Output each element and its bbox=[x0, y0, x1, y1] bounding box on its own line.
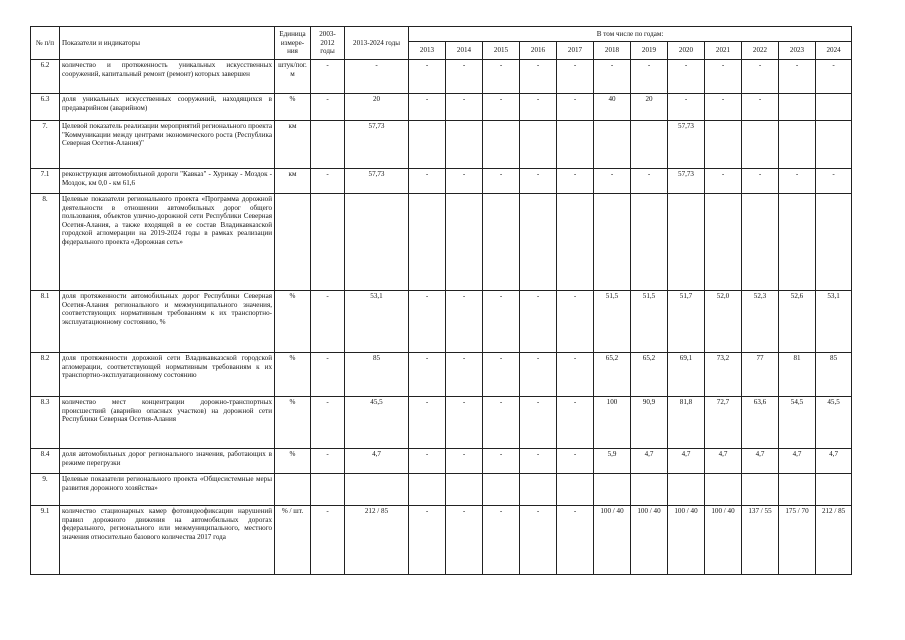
period-2013-2024-value: 20 bbox=[345, 94, 409, 121]
year-value: 57,73 bbox=[668, 169, 705, 194]
year-value: - bbox=[779, 60, 816, 94]
header-year: 2019 bbox=[631, 42, 668, 60]
year-value: 63,6 bbox=[742, 397, 779, 449]
year-value bbox=[557, 194, 594, 291]
header-including-by-years: В том числе по годам: bbox=[409, 27, 852, 42]
year-value: - bbox=[557, 60, 594, 94]
year-value bbox=[816, 121, 852, 169]
period-2003-2012-value: - bbox=[311, 506, 345, 575]
year-value: - bbox=[816, 60, 852, 94]
year-value: - bbox=[483, 94, 520, 121]
row-number: 6.3 bbox=[31, 94, 60, 121]
year-value bbox=[594, 474, 631, 506]
year-value bbox=[520, 121, 557, 169]
year-value: - bbox=[446, 397, 483, 449]
unit-cell bbox=[275, 474, 311, 506]
header-year: 2023 bbox=[779, 42, 816, 60]
year-value bbox=[483, 121, 520, 169]
table-row bbox=[31, 194, 852, 291]
year-value: - bbox=[520, 353, 557, 397]
period-2013-2024-value bbox=[345, 194, 409, 291]
table-row bbox=[31, 474, 852, 506]
year-value: 90,9 bbox=[631, 397, 668, 449]
period-2013-2024-value: 212 / 85 bbox=[345, 506, 409, 575]
row-number: 8.4 bbox=[31, 449, 60, 474]
header-indicator: Показатели и индикаторы bbox=[60, 27, 275, 60]
year-value: 4,7 bbox=[705, 449, 742, 474]
year-value: 81,8 bbox=[668, 397, 705, 449]
year-value: 53,1 bbox=[816, 291, 852, 353]
year-value: 72,7 bbox=[705, 397, 742, 449]
year-value bbox=[742, 474, 779, 506]
year-value bbox=[557, 121, 594, 169]
year-value: - bbox=[668, 60, 705, 94]
period-2013-2024-value: - bbox=[345, 60, 409, 94]
year-value bbox=[520, 194, 557, 291]
year-value: 4,7 bbox=[668, 449, 705, 474]
year-value: - bbox=[446, 353, 483, 397]
year-value: - bbox=[742, 169, 779, 194]
year-value: - bbox=[446, 169, 483, 194]
period-2003-2012-value bbox=[311, 194, 345, 291]
period-2013-2024-value: 57,73 bbox=[345, 121, 409, 169]
year-value: - bbox=[409, 397, 446, 449]
period-2013-2024-value: 57,73 bbox=[345, 169, 409, 194]
year-value bbox=[631, 194, 668, 291]
year-value: 212 / 85 bbox=[816, 506, 852, 575]
period-2003-2012-value: - bbox=[311, 169, 345, 194]
year-value: - bbox=[816, 169, 852, 194]
period-2003-2012-value: - bbox=[311, 291, 345, 353]
year-value: - bbox=[409, 60, 446, 94]
year-value: 65,2 bbox=[594, 353, 631, 397]
year-value: - bbox=[594, 60, 631, 94]
header-year: 2013 bbox=[409, 42, 446, 60]
year-value: 52,6 bbox=[779, 291, 816, 353]
year-value: - bbox=[779, 169, 816, 194]
year-value: - bbox=[446, 449, 483, 474]
year-value: - bbox=[557, 353, 594, 397]
year-value: - bbox=[520, 506, 557, 575]
year-value: - bbox=[446, 94, 483, 121]
row-number: 9.1 bbox=[31, 506, 60, 575]
year-value: 100 / 40 bbox=[705, 506, 742, 575]
year-value: - bbox=[520, 449, 557, 474]
unit-cell: км bbox=[275, 169, 311, 194]
year-value: - bbox=[705, 60, 742, 94]
unit-cell: % bbox=[275, 449, 311, 474]
year-value: 5,9 bbox=[594, 449, 631, 474]
year-value: - bbox=[557, 449, 594, 474]
period-2013-2024-value: 4,7 bbox=[345, 449, 409, 474]
period-2013-2024-value bbox=[345, 474, 409, 506]
year-value: - bbox=[409, 353, 446, 397]
year-value bbox=[446, 474, 483, 506]
year-value bbox=[483, 194, 520, 291]
unit-cell: % bbox=[275, 94, 311, 121]
indicator-text: доля уникальных искусственных сооружений, находящихся в предаварийном (аварийном) bbox=[60, 94, 275, 121]
unit-cell: % / шт. bbox=[275, 506, 311, 575]
year-value: - bbox=[742, 60, 779, 94]
year-value: - bbox=[409, 449, 446, 474]
unit-cell bbox=[275, 194, 311, 291]
year-value: - bbox=[483, 291, 520, 353]
year-value: 100 / 40 bbox=[594, 506, 631, 575]
year-value: 4,7 bbox=[816, 449, 852, 474]
period-2003-2012-value: - bbox=[311, 60, 345, 94]
period-2013-2024-value: 85 bbox=[345, 353, 409, 397]
year-value: - bbox=[631, 60, 668, 94]
year-value bbox=[668, 194, 705, 291]
year-value bbox=[705, 121, 742, 169]
period-2003-2012-value: - bbox=[311, 94, 345, 121]
year-value bbox=[779, 474, 816, 506]
indicator-text: доля протяженности автомобильных дорог Республики Северная Осетия-Алания регионального и межмуниципального значения, соответствующих нормативным требованиям к их транспортно-эксплуатационному состоянию, % bbox=[60, 291, 275, 353]
header-year: 2022 bbox=[742, 42, 779, 60]
year-value: - bbox=[483, 449, 520, 474]
table-row bbox=[31, 397, 852, 449]
header-year: 2017 bbox=[557, 42, 594, 60]
document-sheet bbox=[30, 26, 852, 575]
year-value bbox=[409, 194, 446, 291]
table-row bbox=[31, 449, 852, 474]
year-value: 175 / 70 bbox=[779, 506, 816, 575]
header-period-2013-2024: 2013-2024 годы bbox=[345, 27, 409, 60]
year-value bbox=[446, 121, 483, 169]
year-value bbox=[816, 474, 852, 506]
table-row bbox=[31, 506, 852, 575]
header-num: № п/п bbox=[31, 27, 60, 60]
indicators-table bbox=[30, 26, 852, 575]
table-row bbox=[31, 291, 852, 353]
unit-cell: % bbox=[275, 353, 311, 397]
year-value: 40 bbox=[594, 94, 631, 121]
table-row bbox=[31, 353, 852, 397]
year-value: 100 bbox=[594, 397, 631, 449]
year-value bbox=[520, 474, 557, 506]
year-value: 100 / 40 bbox=[668, 506, 705, 575]
year-value bbox=[631, 121, 668, 169]
unit-cell: % bbox=[275, 397, 311, 449]
table-row bbox=[31, 60, 852, 94]
row-number: 8.3 bbox=[31, 397, 60, 449]
year-value bbox=[779, 121, 816, 169]
year-value: 85 bbox=[816, 353, 852, 397]
row-number: 6.2 bbox=[31, 60, 60, 94]
indicator-text: Целевые показатели регионального проекта «Программа дорожной деятельности в отношении автомобильных дорог общего пользования, объектов улично-дорожной сети Республики Северная Осетия-Алания, а также входящей в ее состав Владикавказской городской агломерации на 2019-2024 годы в рамках реализации федерального проекта «Дорожная сеть» bbox=[60, 194, 275, 291]
year-value: - bbox=[594, 169, 631, 194]
indicator-text: Целевой показатель реализации мероприятий регионального проекта "Коммуникации между центрами экономического роста (Республика Северная Осетия-Алания)" bbox=[60, 121, 275, 169]
header-period-2003-2012: 2003-2012 годы bbox=[311, 27, 345, 60]
header-unit: Единица измере-ния bbox=[275, 27, 311, 60]
indicator-text: Целевые показатели регионального проекта «Общесистемные меры развития дорожного хозяйства» bbox=[60, 474, 275, 506]
period-2003-2012-value: - bbox=[311, 397, 345, 449]
period-2003-2012-value: - bbox=[311, 449, 345, 474]
year-value bbox=[557, 474, 594, 506]
year-value: 77 bbox=[742, 353, 779, 397]
year-value bbox=[409, 121, 446, 169]
year-value: - bbox=[557, 506, 594, 575]
year-value: 137 / 55 bbox=[742, 506, 779, 575]
table-row bbox=[31, 121, 852, 169]
year-value bbox=[594, 121, 631, 169]
year-value: - bbox=[409, 169, 446, 194]
row-number: 8.1 bbox=[31, 291, 60, 353]
indicator-text: количество стационарных камер фотовидеофиксации нарушений правил дорожного движения на автомобильных дорогах федерального, регионального или межмуниципального, местного значения относительно базового количества 2017 года bbox=[60, 506, 275, 575]
unit-cell: штук/пог. м bbox=[275, 60, 311, 94]
year-value bbox=[594, 194, 631, 291]
year-value: 54,5 bbox=[779, 397, 816, 449]
period-2003-2012-value bbox=[311, 474, 345, 506]
unit-cell: км bbox=[275, 121, 311, 169]
year-value bbox=[705, 194, 742, 291]
header-year: 2021 bbox=[705, 42, 742, 60]
year-value: 69,1 bbox=[668, 353, 705, 397]
row-number: 8.2 bbox=[31, 353, 60, 397]
year-value: - bbox=[520, 60, 557, 94]
year-value: 51,5 bbox=[594, 291, 631, 353]
year-value: 81 bbox=[779, 353, 816, 397]
year-value bbox=[705, 474, 742, 506]
year-value: - bbox=[557, 291, 594, 353]
table-row bbox=[31, 94, 852, 121]
year-value: - bbox=[520, 169, 557, 194]
year-value bbox=[742, 121, 779, 169]
year-value: 4,7 bbox=[631, 449, 668, 474]
year-value: 4,7 bbox=[742, 449, 779, 474]
year-value: - bbox=[446, 506, 483, 575]
period-2003-2012-value bbox=[311, 121, 345, 169]
year-value: - bbox=[520, 94, 557, 121]
period-2013-2024-value: 53,1 bbox=[345, 291, 409, 353]
year-value: - bbox=[705, 169, 742, 194]
unit-cell: % bbox=[275, 291, 311, 353]
year-value: - bbox=[557, 94, 594, 121]
year-value: 57,73 bbox=[668, 121, 705, 169]
year-value bbox=[779, 94, 816, 121]
header-year: 2024 bbox=[816, 42, 852, 60]
row-number: 9. bbox=[31, 474, 60, 506]
year-value: - bbox=[446, 291, 483, 353]
header-year: 2016 bbox=[520, 42, 557, 60]
year-value bbox=[816, 94, 852, 121]
year-value: - bbox=[483, 169, 520, 194]
year-value: 52,3 bbox=[742, 291, 779, 353]
row-number: 7. bbox=[31, 121, 60, 169]
year-value: - bbox=[631, 169, 668, 194]
year-value: - bbox=[557, 169, 594, 194]
year-value: 100 / 40 bbox=[631, 506, 668, 575]
indicator-text: реконструкция автомобильной дороги "Кавказ" - Хурикау - Моздок - Моздок, км 0,0 - км 61,6 bbox=[60, 169, 275, 194]
year-value: 45,5 bbox=[816, 397, 852, 449]
year-value: - bbox=[483, 353, 520, 397]
indicator-text: количество и протяженность уникальных искусственных сооружений, капитальный ремонт (ремонт) которых завершен bbox=[60, 60, 275, 94]
table-row bbox=[31, 169, 852, 194]
indicator-text: количество мест концентрации дорожно-транспортных происшествий (аварийно опасных участков) на дорожной сети Республики Северная Осетия-Алания bbox=[60, 397, 275, 449]
year-value: - bbox=[483, 506, 520, 575]
year-value: - bbox=[520, 397, 557, 449]
year-value bbox=[816, 194, 852, 291]
header-year: 2020 bbox=[668, 42, 705, 60]
year-value: 51,5 bbox=[631, 291, 668, 353]
year-value: - bbox=[520, 291, 557, 353]
period-2003-2012-value: - bbox=[311, 353, 345, 397]
header-year: 2014 bbox=[446, 42, 483, 60]
year-value: - bbox=[409, 94, 446, 121]
row-number: 8. bbox=[31, 194, 60, 291]
period-2013-2024-value: 45,5 bbox=[345, 397, 409, 449]
header-year: 2015 bbox=[483, 42, 520, 60]
year-value: 52,0 bbox=[705, 291, 742, 353]
year-value: - bbox=[483, 397, 520, 449]
year-value bbox=[742, 194, 779, 291]
row-number: 7.1 bbox=[31, 169, 60, 194]
year-value bbox=[668, 474, 705, 506]
year-value: - bbox=[705, 94, 742, 121]
year-value bbox=[779, 194, 816, 291]
indicator-text: доля протяженности дорожной сети Владикавказской городской агломерации, соответствующей нормативным требованиям к их транспортно-эксплуатационному состоянию bbox=[60, 353, 275, 397]
year-value bbox=[409, 474, 446, 506]
year-value: 51,7 bbox=[668, 291, 705, 353]
year-value bbox=[483, 474, 520, 506]
indicator-text: доля автомобильных дорог регионального значения, работающих в режиме перегрузки bbox=[60, 449, 275, 474]
year-value: - bbox=[557, 397, 594, 449]
year-value: - bbox=[446, 60, 483, 94]
year-value: 4,7 bbox=[779, 449, 816, 474]
year-value: - bbox=[409, 291, 446, 353]
year-value bbox=[446, 194, 483, 291]
header-year: 2018 bbox=[594, 42, 631, 60]
year-value: - bbox=[483, 60, 520, 94]
year-value: - bbox=[668, 94, 705, 121]
year-value: 20 bbox=[631, 94, 668, 121]
year-value bbox=[631, 474, 668, 506]
year-value: 73,2 bbox=[705, 353, 742, 397]
year-value: - bbox=[409, 506, 446, 575]
year-value: - bbox=[742, 94, 779, 121]
year-value: 65,2 bbox=[631, 353, 668, 397]
